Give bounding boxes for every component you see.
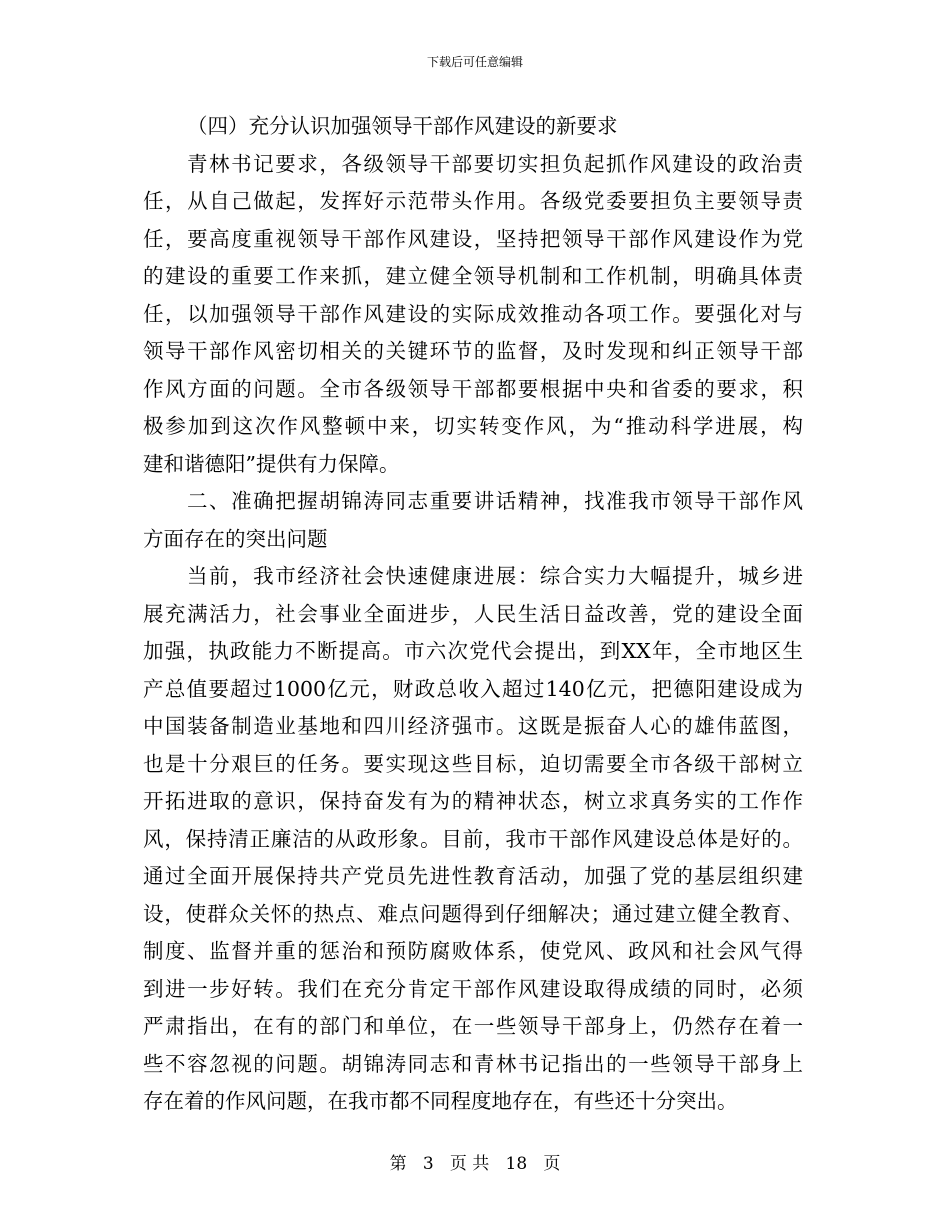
paragraph-line: 领导干部作风密切相关的关键环节的监督，及时发现和纠正领导干部 — [143, 339, 803, 363]
paragraph-line: 任，从自己做起，发挥好示范带头作用。各级党委要担负主要领导责 — [143, 189, 803, 213]
paragraph-line: 极参加到这次作风整顿中来，切实转变作风，为“推动科学进展，构 — [143, 414, 803, 438]
paragraph-line: 加强，执政能力不断提高。市六次党代会提出，到XX年，全市地区生 — [143, 639, 803, 663]
section-heading: 方面存在的突出问题 — [143, 526, 328, 551]
paragraph-line: 任，以加强领导干部作风建设的实际成效推动各项工作。要强化对与 — [143, 301, 803, 326]
paragraph-line: 展充满活力，社会事业全面进步，人民生活日益改善，党的建设全面 — [143, 601, 803, 626]
paragraph-line: 些不容忽视的问题。胡锦涛同志和青林书记指出的一些领导干部身上 — [143, 1051, 803, 1076]
paragraph-line: 设，使群众关怀的热点、难点问题得到仔细解决；通过建立健全教育、 — [143, 901, 803, 926]
paragraph-line: 青林书记要求，各级领导干部要切实担负起抓作风建设的政治责 — [187, 151, 803, 176]
page-current-number: 3 — [422, 1154, 434, 1174]
paragraph-line: 开拓进取的意识，保持奋发有为的精神状态，树立求真务实的工作作 — [143, 789, 803, 813]
paragraph-line: 产总值要超过1000亿元，财政总收入超过140亿元，把德阳建设成为 — [143, 676, 803, 701]
page-middle: 页 共 — [449, 1154, 490, 1174]
paragraph-line: 通过全面开展保持共产党员先进性教育活动，加强了党的基层组织建 — [143, 864, 803, 888]
body-text — [143, 108, 803, 1121]
paragraph-line: 中国装备制造业基地和四川经济强市。这既是振奋人心的雄伟蓝图， — [143, 714, 803, 738]
paragraph-line: 作风方面的问题。全市各级领导干部都要根据中央和省委的要求，积 — [143, 376, 803, 401]
page-footer — [0, 1153, 950, 1175]
page-prefix: 第 — [389, 1154, 407, 1174]
paragraph-line: 到进一步好转。我们在充分肯定干部作风建设取得成绩的同时，必须 — [143, 976, 803, 1001]
paragraph-line: 建和谐德阳”提供有力保障。 — [143, 451, 400, 476]
page-header: 下载后可任意编辑 — [426, 55, 523, 69]
paragraph-line: 的建设的重要工作来抓，建立健全领导机制和工作机制，明确具体责 — [143, 264, 803, 288]
section-heading: 二、准确把握胡锦涛同志重要讲话精神，找准我市领导干部作风 — [187, 489, 803, 513]
page-suffix: 页 — [543, 1154, 561, 1174]
paragraph-line: 严肃指出，在有的部门和单位，在一些领导干部身上，仍然存在着一 — [143, 1014, 803, 1038]
page-total-number: 18 — [505, 1154, 528, 1174]
paragraph-line: 制度、监督并重的惩治和预防腐败体系，使党风、政风和社会风气得 — [143, 939, 803, 963]
paragraph-line: 也是十分艰巨的任务。要实现这些目标，迫切需要全市各级干部树立 — [143, 751, 803, 776]
section-heading: （四）充分认识加强领导干部作风建设的新要求 — [187, 114, 618, 138]
paragraph-line: 当前，我市经济社会快速健康进展：综合实力大幅提升，城乡进 — [187, 564, 803, 588]
paragraph-line: 任，要高度重视领导干部作风建设，坚持把领导干部作风建设作为党 — [143, 226, 803, 251]
paragraph-line: 存在着的作风问题，在我市都不同程度地存在，有些还十分突出。 — [143, 1089, 738, 1113]
paragraph-line: 风，保持清正廉洁的从政形象。目前，我市干部作风建设总体是好的。 — [143, 826, 803, 851]
